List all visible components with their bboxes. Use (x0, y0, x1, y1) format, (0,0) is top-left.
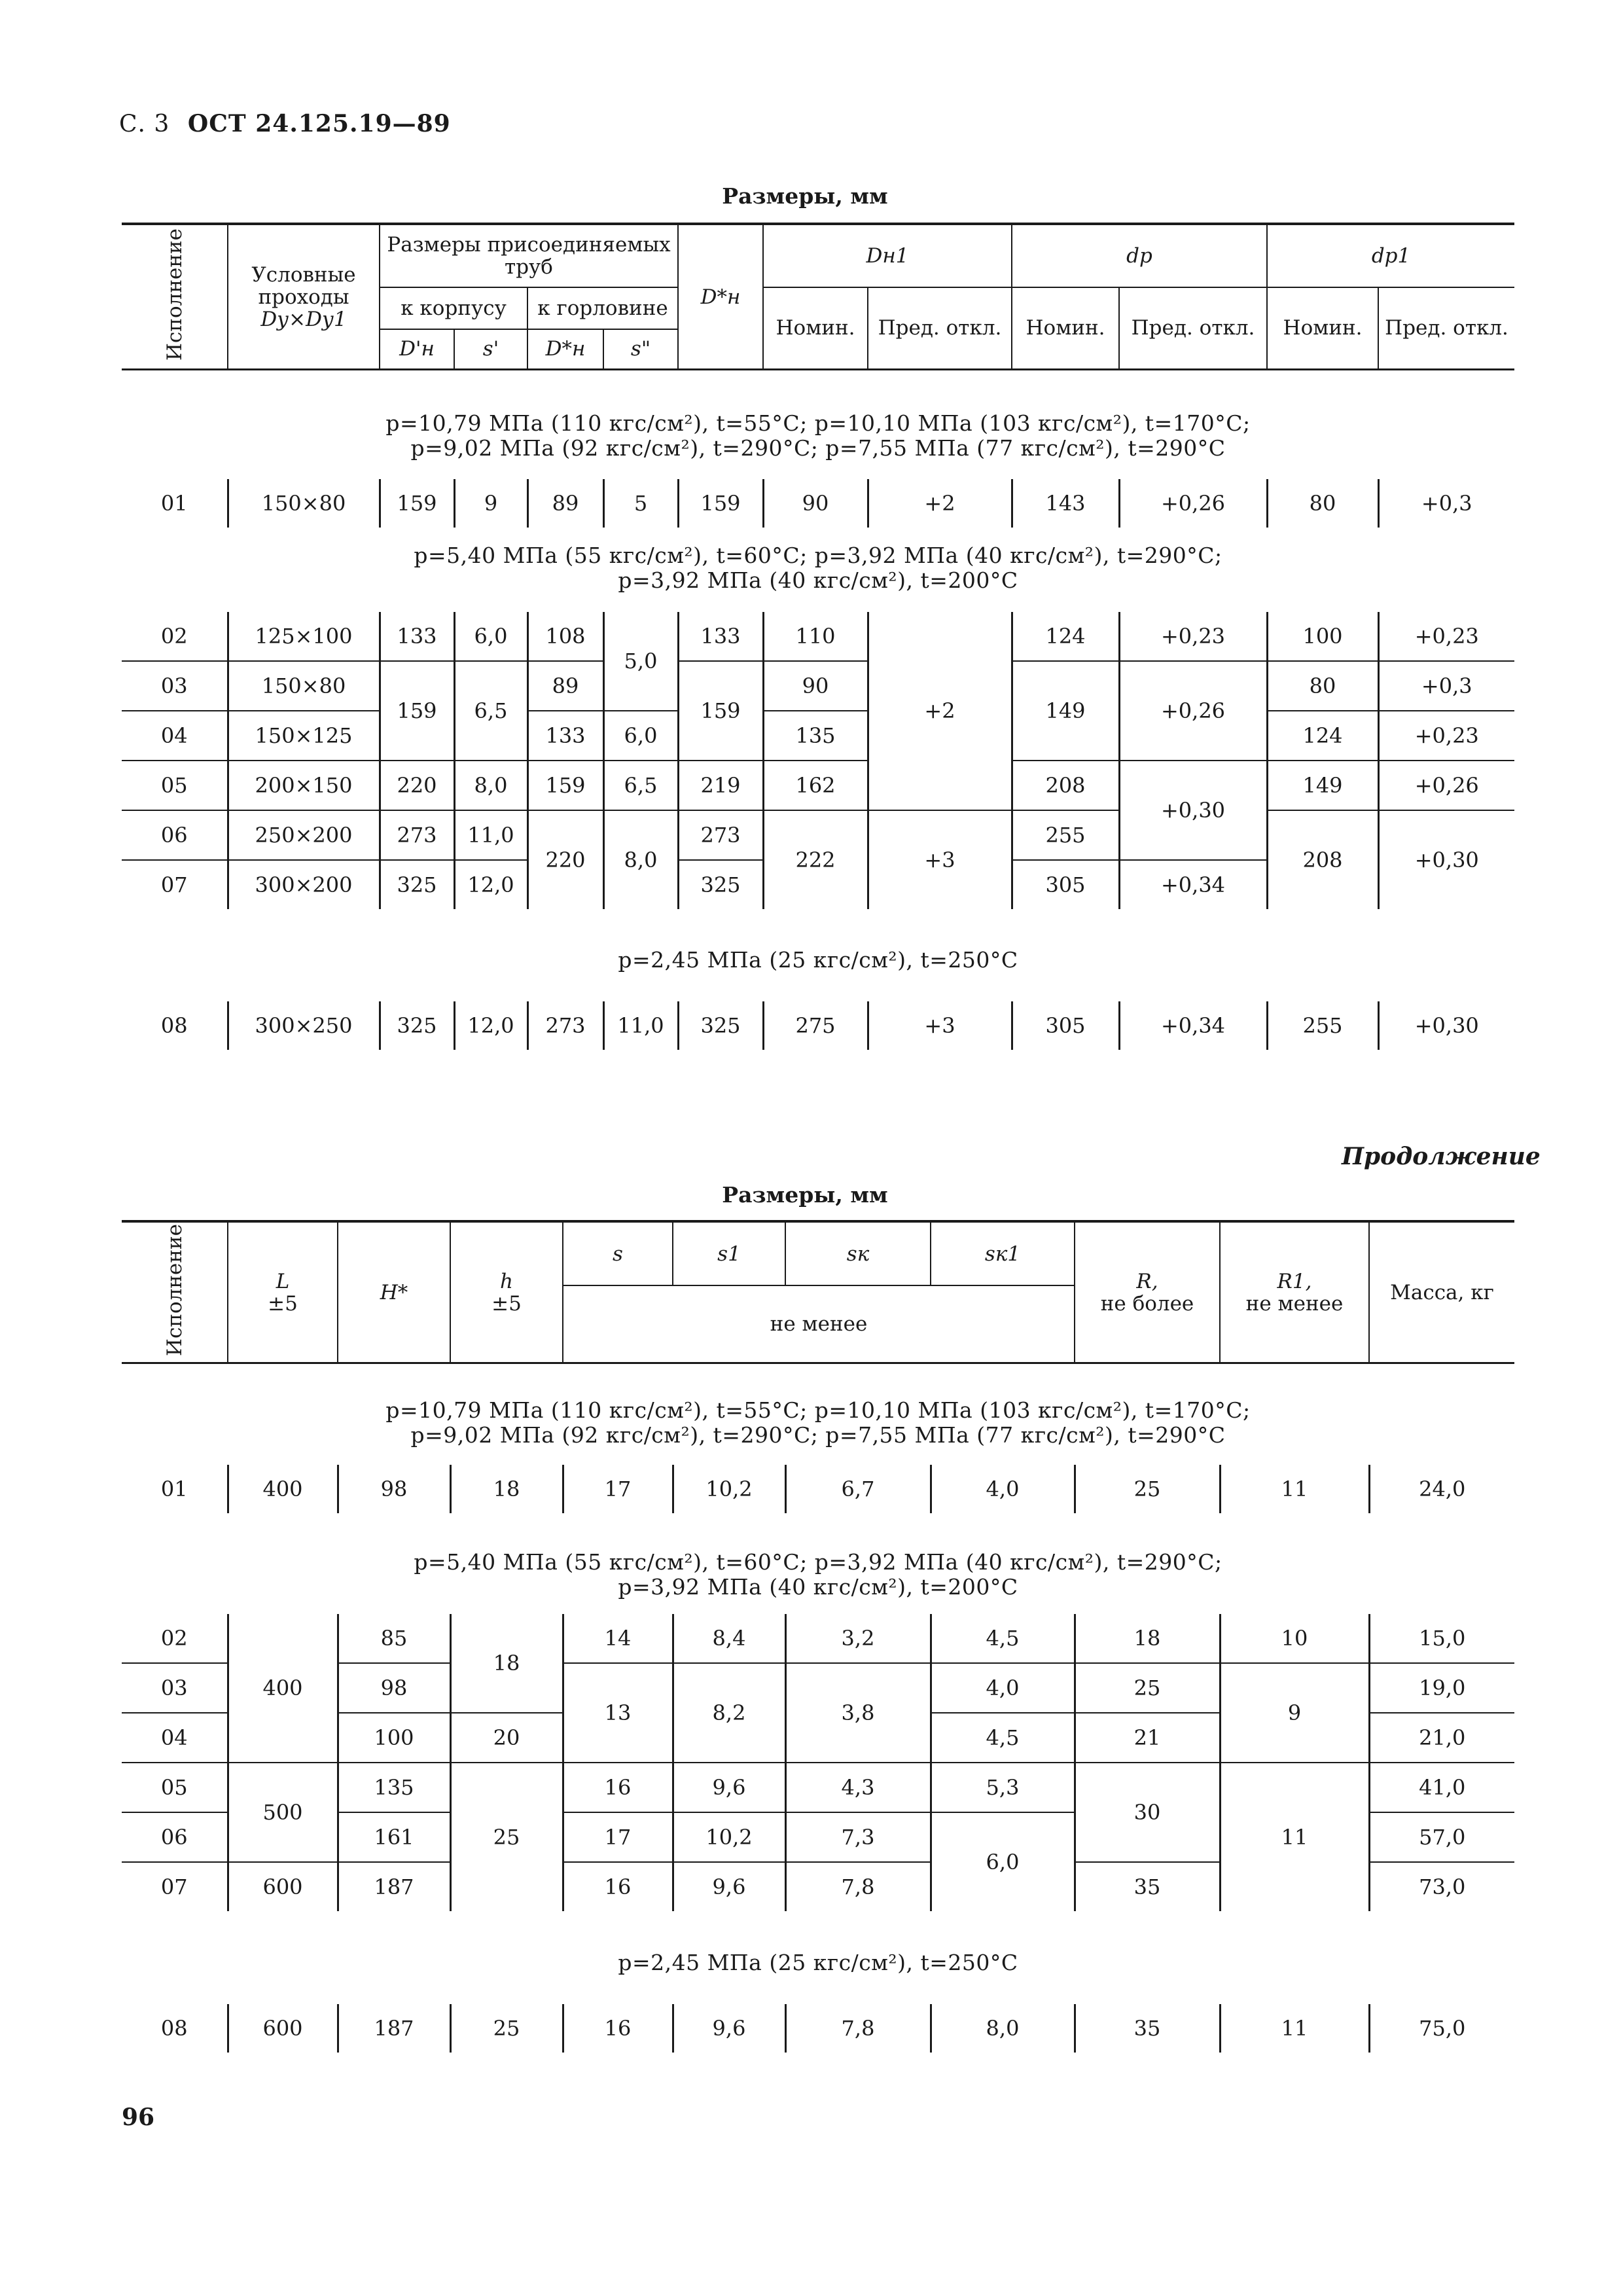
page-label: С. 3 (119, 111, 170, 137)
continuation-label: Продолжение (1342, 1143, 1541, 1170)
table1-group-2 (122, 612, 1514, 909)
table2-condition-1: p=10,79 МПа (110 кгс/см²), t=55°С; p=10,10 МПа (103 кгс/см²), t=170°С; p=9,02 МПа (92 кгс/см²), t=290°С; p=7,55 МПа (77 кгс/см²), t=290°С (385, 1397, 1251, 1448)
th-uslovnye: Условные проходы Dу×Dу1 (228, 224, 380, 370)
th-dn-prime: D'н (380, 329, 454, 370)
table-row: 02 125×100 133 6,0 108 5,0 133 110 +2 124 +0,23 100 +0,23 (122, 612, 1514, 661)
th-dn: D*н (678, 224, 763, 370)
th-dn1-pred: Пред. откл. (868, 287, 1012, 370)
th-dp-nomin: Номин. (1012, 287, 1119, 370)
table-row: 06 161 17 10,2 7,3 6,0 57,0 (122, 1812, 1514, 1862)
document-header (119, 110, 451, 137)
table-row: 05 200×150 220 8,0 159 6,5 219 162 208 +0,30 149 +0,26 (122, 761, 1514, 810)
table-row: 04 100 20 4,5 21 21,0 (122, 1713, 1514, 1763)
table2-header (122, 1220, 1514, 1364)
th-dn1: Dн1 (763, 224, 1012, 287)
th-dn-star: D*н (527, 329, 603, 370)
table-row: 01 400 98 18 17 10,2 6,7 4,0 25 11 24,0 (122, 1465, 1514, 1513)
th2-h: h ±5 (450, 1221, 563, 1363)
th2-R: R, не более (1075, 1221, 1220, 1363)
table1-caption: Размеры, мм (722, 183, 888, 209)
th-dp1: dр1 (1267, 224, 1514, 287)
table2-condition-3: p=2,45 МПа (25 кгс/см²), t=250°С (618, 1950, 1018, 1975)
th2-ispolnenie: Исполнение (122, 1221, 228, 1363)
th2-H: H* (338, 1221, 450, 1363)
table1-condition-3: p=2,45 МПа (25 кгс/см²), t=250°С (618, 947, 1018, 973)
th2-sk: sк (785, 1221, 931, 1285)
table2-condition-2: p=5,40 МПа (55 кгс/см²), t=60°С; p=3,92 МПа (40 кгс/см²), t=290°С; p=3,92 МПа (40 кгс/см²), t=200°С (414, 1549, 1222, 1600)
th-k-korpusu: к корпусу (380, 287, 527, 329)
table-row: 05 500 135 25 16 9,6 4,3 5,3 30 11 41,0 (122, 1763, 1514, 1812)
table2-row-01 (122, 1465, 1514, 1513)
th2-s1: s1 (673, 1221, 785, 1285)
th-k-gorlovine: к горловине (527, 287, 678, 329)
th-dp1-pred: Пред. откл. (1378, 287, 1514, 370)
th-dp-pred: Пред. откл. (1119, 287, 1267, 370)
table-row: 02 400 85 18 14 8,4 3,2 4,5 18 10 15,0 (122, 1614, 1514, 1663)
table1-row-01 (122, 479, 1514, 528)
th-ispolnenie: Исполнение (122, 224, 228, 370)
table1-header (122, 223, 1514, 370)
th2-ne-menee: не менее (563, 1285, 1075, 1363)
th-s-prime: s' (454, 329, 527, 370)
page-number: 96 (122, 2104, 155, 2131)
th2-L: L ±5 (228, 1221, 338, 1363)
th2-R1: R1, не менее (1220, 1221, 1369, 1363)
table-row: 07 300×200 325 12,0 325 305 +0,34 (122, 860, 1514, 909)
table-row: 08 600 187 25 16 9,6 7,8 8,0 35 11 75,0 (122, 2004, 1514, 2053)
table1-condition-1: p=10,79 МПа (110 кгс/см²), t=55°С; p=10,10 МПа (103 кгс/см²), t=170°С; p=9,02 МПа (92 кгс/см²), t=290°С; p=7,55 МПа (77 кгс/см²), t=290°С (385, 410, 1251, 461)
th-s-dprime: s" (603, 329, 678, 370)
table2-row-08 (122, 2004, 1514, 2053)
th-dp1-nomin: Номин. (1267, 287, 1378, 370)
table-row: 08 300×250 325 12,0 273 11,0 325 275 +3 305 +0,34 255 +0,30 (122, 1001, 1514, 1050)
table-row: 03 150×80 159 6,5 89 159 90 149 +0,26 80 +0,3 (122, 661, 1514, 711)
th2-s: s (563, 1221, 673, 1285)
table1-row-08 (122, 1001, 1514, 1050)
th2-massa: Масса, кг (1369, 1221, 1514, 1363)
table-row: 06 250×200 273 11,0 220 8,0 273 222 +3 255 208 +0,30 (122, 810, 1514, 860)
table-row: 04 150×125 133 6,0 135 124 +0,23 (122, 711, 1514, 761)
table1-condition-2: p=5,40 МПа (55 кгс/см²), t=60°С; p=3,92 МПа (40 кгс/см²), t=290°С; p=3,92 МПа (40 кгс/см²), t=200°С (414, 543, 1222, 593)
table-row: 03 98 13 8,2 3,8 4,0 25 9 19,0 (122, 1663, 1514, 1713)
th-dp: dр (1012, 224, 1267, 287)
th-razmery: Размеры присоединяемых труб (380, 224, 678, 287)
th-dn1-nomin: Номин. (763, 287, 868, 370)
table-row: 07 600 187 16 9,6 7,8 35 73,0 (122, 1862, 1514, 1911)
th2-sk1: sк1 (931, 1221, 1075, 1285)
table2-group-2 (122, 1614, 1514, 1911)
table2-caption: Размеры, мм (722, 1182, 888, 1208)
doc-code: ОСТ 24.125.19—89 (187, 110, 451, 137)
table-row: 01 150×80 159 9 89 5 159 90 +2 143 +0,26 80 +0,3 (122, 479, 1514, 528)
